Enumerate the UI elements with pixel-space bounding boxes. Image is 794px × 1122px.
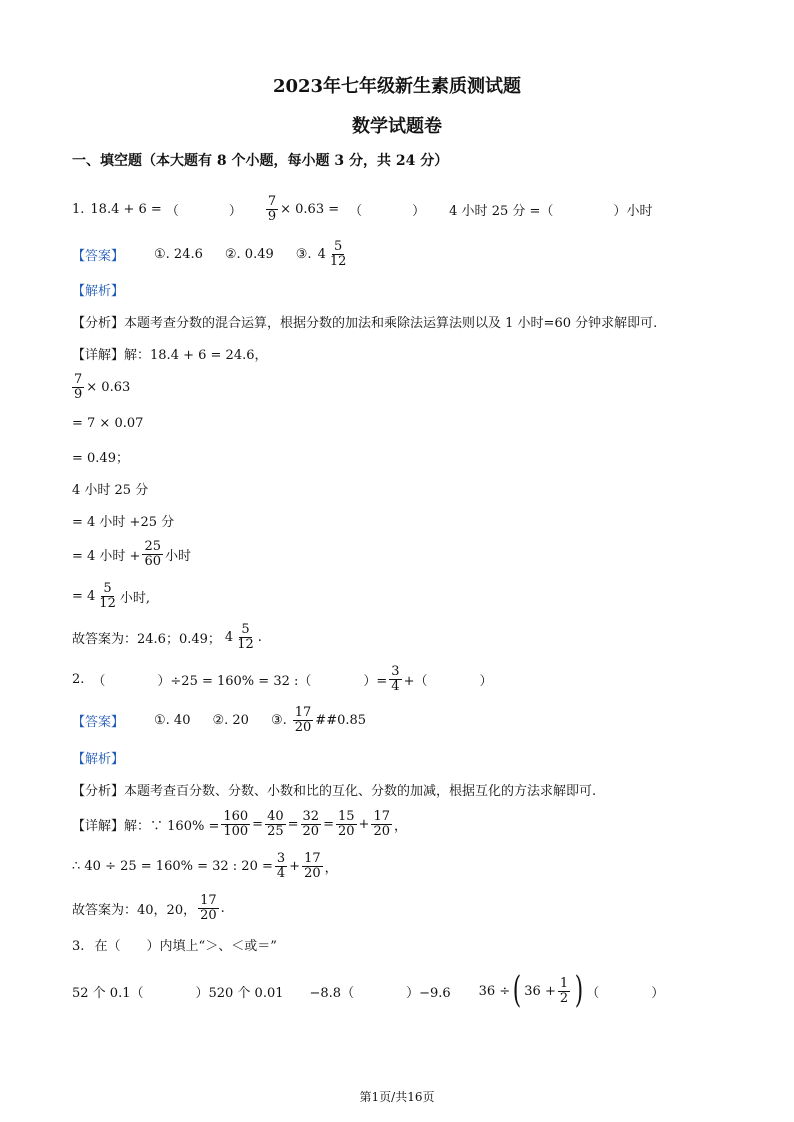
- q1-unit: 小时: [626, 203, 653, 219]
- q2-expr: （ ）÷25 = 160% = 32 :（ ）=: [92, 673, 388, 689]
- q3-compare-1[interactable]: 52 个 0.1（ ）520 个 0.01: [72, 985, 284, 1001]
- q1-answer-1: ①. 24.6: [154, 246, 203, 262]
- q1-detail-step-8: = 4 $\frac{5}{12}$ 小时,: [72, 580, 150, 611]
- q2-final-answer: 故答案为：40，20， $\frac{17}{20}$ .: [72, 892, 225, 923]
- q2-answer-3: $\frac{17}{20}$: [294, 704, 312, 735]
- q1-detail-step-5: 4 小时 25 分: [72, 483, 149, 498]
- q1-detail-step-1: 【详解】解：18.4 + 6 = 24.6，: [72, 348, 268, 363]
- q3-fraction: $\frac{1}{2}$: [559, 975, 569, 1006]
- q1-detail-step-6: = 4 小时 +25 分: [72, 515, 175, 530]
- q2-expr-tail: +（ ）: [403, 673, 493, 689]
- q2-fraction: $\frac{3}{4}$: [391, 663, 400, 694]
- analysis-tag: 【解析】: [72, 752, 125, 767]
- q2-detail-step-1: 【详解】 解：∵ 160% = $\frac{160}{100}$ = $\frac{40}{25}$ = $\frac{32}{20}$ = $\frac{15}{20}$ + $\frac{17}{20}$ ，: [72, 808, 407, 839]
- q1-analysis: 【分析】本题考查分数的混合运算，根据分数的加法和乘除法运算法则以及 1 小时=60 分钟求解即可.: [72, 316, 658, 331]
- q2-detail-step-2: ∴ 40 ÷ 25 = 160% = 32 : 20 = $\frac{3}{4}$ + $\frac{17}{20}$ ，: [72, 850, 338, 881]
- q1-detail-step-7: = 4 小时 + $\frac{25}{60}$ 小时: [72, 538, 192, 569]
- q1-fraction: $\frac{7}{9}$: [267, 193, 277, 224]
- q1-blank-close: ）: [228, 203, 242, 219]
- page-subtitle: 数学试题卷: [352, 116, 442, 137]
- q1-expr-c: 4 小时 25 分 =: [449, 203, 541, 219]
- section-heading: 一、填空题（本大题有 8 个小题，每小题 3 分，共 24 分）: [72, 153, 449, 169]
- q2-answer-3-label: ③.: [270, 712, 287, 728]
- answer-tag: 【答案】: [72, 248, 125, 264]
- q1-answer-2: ②. 0.49: [224, 246, 274, 262]
- page-footer: 第1页/共16页: [359, 1090, 435, 1104]
- q2-analysis: 【分析】本题考查百分数、分数、小数和比的互化、分数的加减，根据互化的方法求解即可.: [72, 784, 597, 799]
- q1-blank-close: ）: [412, 203, 426, 219]
- question-number: 1.: [72, 201, 85, 217]
- q1-detail-step-2: $\frac{7}{9}$ × 0.63: [74, 371, 131, 402]
- q1-expr-b: × 0.63 =: [280, 201, 340, 217]
- q2-answer-1: ①. 40: [154, 712, 191, 728]
- question-number: 3.: [72, 939, 85, 954]
- q1-expr-a: 18.4 + 6 =: [90, 201, 162, 217]
- question-2: [72, 660, 492, 698]
- q1-detail-step-3: = 7 × 0.07: [72, 416, 144, 431]
- q1-blank-close: ）: [613, 203, 627, 219]
- q1-answer-3-label: ③.: [295, 246, 312, 262]
- q1-blank-open: （: [165, 203, 179, 219]
- page-title: 2023年七年级新生素质测试题: [272, 76, 522, 97]
- question-number: 2.: [72, 671, 85, 687]
- q3-compare-3-blank[interactable]: （ ）: [586, 985, 665, 1001]
- question-1: [72, 186, 652, 232]
- q2-answer-2: ②. 20: [212, 712, 249, 728]
- q3-compare-3-inner: 36 +: [524, 983, 556, 999]
- q3-compare-2[interactable]: −8.8（ ）−9.6: [309, 985, 451, 1001]
- q2-answer: [72, 700, 366, 740]
- q1-answer: [72, 234, 350, 274]
- q2-answer-3-alt: ##0.85: [315, 712, 367, 728]
- q3-instruction: 在（ ）内填上“＞、＜或＝”: [94, 939, 277, 954]
- left-paren: (: [513, 970, 522, 1011]
- q3-compare-3-prefix: 36 ÷: [478, 983, 511, 999]
- answer-tag: 【答案】: [72, 714, 125, 730]
- q1-answer-3: 4 $\frac{5}{12}$: [317, 238, 347, 269]
- q3-comparisons: [72, 966, 664, 1016]
- q1-blank-open: （: [349, 203, 363, 219]
- right-paren: ): [574, 970, 584, 1011]
- q1-detail-step-4: = 0.49；: [72, 451, 129, 466]
- question-3: [72, 935, 277, 954]
- q1-blank-open: （: [540, 203, 554, 219]
- q1-final-answer: 故答案为：24.6；0.49； 4 $\frac{5}{12}$ .: [72, 621, 262, 652]
- analysis-tag: 【解析】: [72, 284, 125, 299]
